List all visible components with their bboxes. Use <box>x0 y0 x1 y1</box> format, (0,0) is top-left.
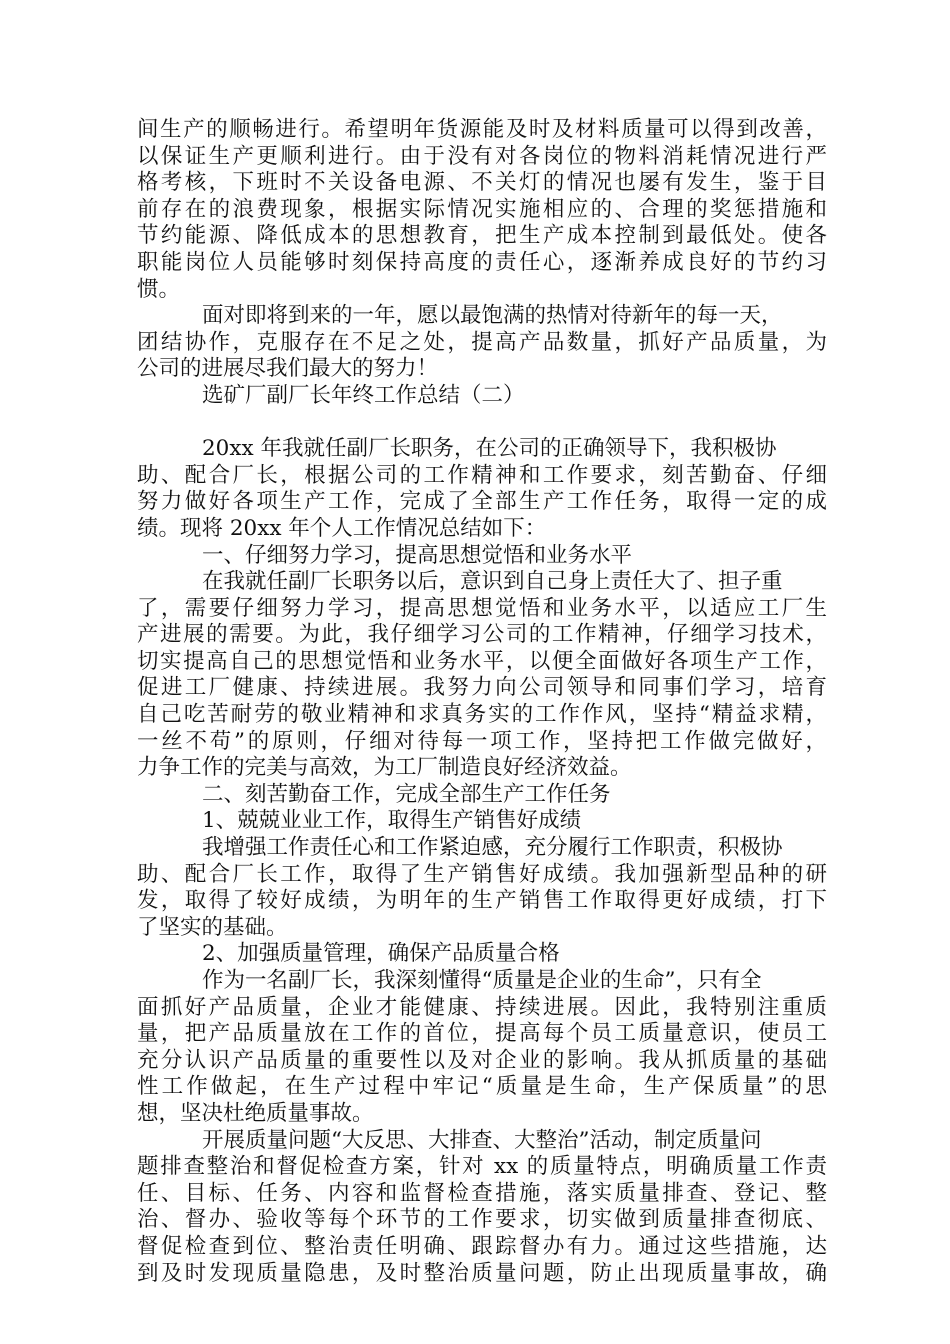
text-line: 格考核，下班时不关设备电源、不关灯的情况也屡有发生，鉴于目 <box>137 170 827 196</box>
heading-line: 1、兢兢业业工作，取得生产销售好成绩 <box>202 808 582 834</box>
text-line: 绩。现将 20xx 年个人工作情况总结如下： <box>137 515 547 541</box>
text-line: 公司的进展尽我们最大的努力！ <box>137 356 439 382</box>
subsection-heading-2 <box>137 941 827 968</box>
text-line: 产进展的需要。为此，我仔细学习公司的工作精神，仔细学习技术， <box>137 622 827 648</box>
text-line: 想，坚决杜绝质量事故。 <box>137 1100 374 1126</box>
text-line: 前存在的浪费现象，根据实际情况实施相应的、合理的奖惩措施和 <box>137 196 827 222</box>
text-line: 任、目标、任务、内容和监督检查措施，落实质量排查、登记、整 <box>137 1180 827 1206</box>
text-line: 面抓好产品质量，企业才能健康、持续进展。因此，我特别注重质 <box>137 994 827 1020</box>
heading-line: 一、仔细努力学习，提高思想觉悟和业务水平 <box>202 542 633 568</box>
text-line: 了坚实的基础。 <box>137 914 288 940</box>
paragraph-quality <box>137 968 827 1128</box>
subsection-heading-1 <box>137 808 827 835</box>
text-line: 我增强工作责任心和工作紧迫感，充分履行工作职责，积极协 <box>202 835 783 861</box>
document-body <box>137 117 827 1287</box>
paragraph-intro <box>137 436 827 542</box>
text-line: 在我就任副厂长职务以后，意识到自己身上责任大了、担子重 <box>202 569 783 595</box>
text-line: 了，需要仔细努力学习，提高思想觉悟和业务水平，以适应工厂生 <box>137 595 827 621</box>
text-line: 性工作做起，在生产过程中牢记“质量是生命，生产保质量”的思 <box>137 1074 827 1100</box>
text-line: 助、配合厂长，根据公司的工作精神和工作要求，刻苦勤奋、仔细 <box>137 462 827 488</box>
text-line: 一丝不苟”的原则，仔细对待每一项工作，坚持把工作做完做好， <box>137 728 827 754</box>
text-line: 20xx 年我就任副厂长职务，在公司的正确领导下，我积极协 <box>202 436 777 462</box>
text-line: 督促检查到位、整治责任明确、跟踪督办有力。通过这些措施，达 <box>137 1233 827 1259</box>
text-line: 力争工作的完美与高效，为工厂制造良好经济效益。 <box>137 755 632 781</box>
text-line: 切实提高自己的思想觉悟和业务水平，以便全面做好各项生产工作， <box>137 648 827 674</box>
text-line: 到及时发现质量隐患，及时整治质量问题，防止出现质量事故，确 <box>137 1260 827 1286</box>
document-title <box>137 383 827 410</box>
text-line: 团结协作，克服存在不足之处，提高产品数量，抓好产品质量，为 <box>137 329 827 355</box>
title-line: 选矿厂副厂长年终工作总结（二） <box>202 382 525 408</box>
paragraph-sales <box>137 835 827 941</box>
heading-line: 2、加强质量管理，确保产品质量合格 <box>202 941 560 967</box>
text-line: 以保证生产更顺利进行。由于没有对各岗位的物料消耗情况进行严 <box>137 143 827 169</box>
text-line: 治、督办、验收等每个环节的工作要求，切实做到质量排查彻底、 <box>137 1207 827 1233</box>
text-line: 努力做好各项生产工作，完成了全部生产工作任务，取得一定的成 <box>137 489 827 515</box>
heading-line: 二、刻苦勤奋工作，完成全部生产工作任务 <box>202 781 611 807</box>
text-line: 助、配合厂长工作，取得了生产销售好成绩。我加强新型品种的研 <box>137 861 827 887</box>
blank-line <box>137 410 827 437</box>
text-line: 题排查整治和督促检查方案，针对 xx 的质量特点，明确质量工作责 <box>137 1154 827 1180</box>
text-line: 充分认识产品质量的重要性以及对企业的影响。我从抓质量的基础 <box>137 1047 827 1073</box>
text-line: 促进工厂健康、持续进展。我努力向公司领导和同事们学习，培育 <box>137 675 827 701</box>
text-line: 量，把产品质量放在工作的首位，提高每个员工质量意识，使员工 <box>137 1021 827 1047</box>
paragraph-study <box>137 569 827 782</box>
text-line: 惯。 <box>137 276 181 302</box>
text-line: 发，取得了较好成绩，为明年的生产销售工作取得更好成绩，打下 <box>137 888 827 914</box>
text-line: 面对即将到来的一年，愿以最饱满的热情对待新年的每一天， <box>202 303 783 329</box>
text-line: 节约能源、降低成本的思想教育，把生产成本控制到最低处。使各 <box>137 223 827 249</box>
paragraph-closing <box>137 303 827 383</box>
paragraph-continuation <box>137 117 827 303</box>
section-heading-1 <box>137 543 827 570</box>
text-line: 作为一名副厂长，我深刻懂得“质量是企业的生命”，只有全 <box>202 968 762 993</box>
section-heading-2 <box>137 782 827 809</box>
text-line: 自己吃苦耐劳的敬业精神和求真务实的工作作风，坚持“精益求精， <box>137 702 827 728</box>
text-line: 职能岗位人员能够时刻保持高度的责任心，逐渐养成良好的节约习 <box>137 249 827 275</box>
text-line: 间生产的顺畅进行。希望明年货源能及时及材料质量可以得到改善， <box>137 117 827 142</box>
paragraph-campaign <box>137 1128 827 1288</box>
text-line: 开展质量问题“大反思、大排查、大整治”活动，制定质量问 <box>202 1127 762 1153</box>
